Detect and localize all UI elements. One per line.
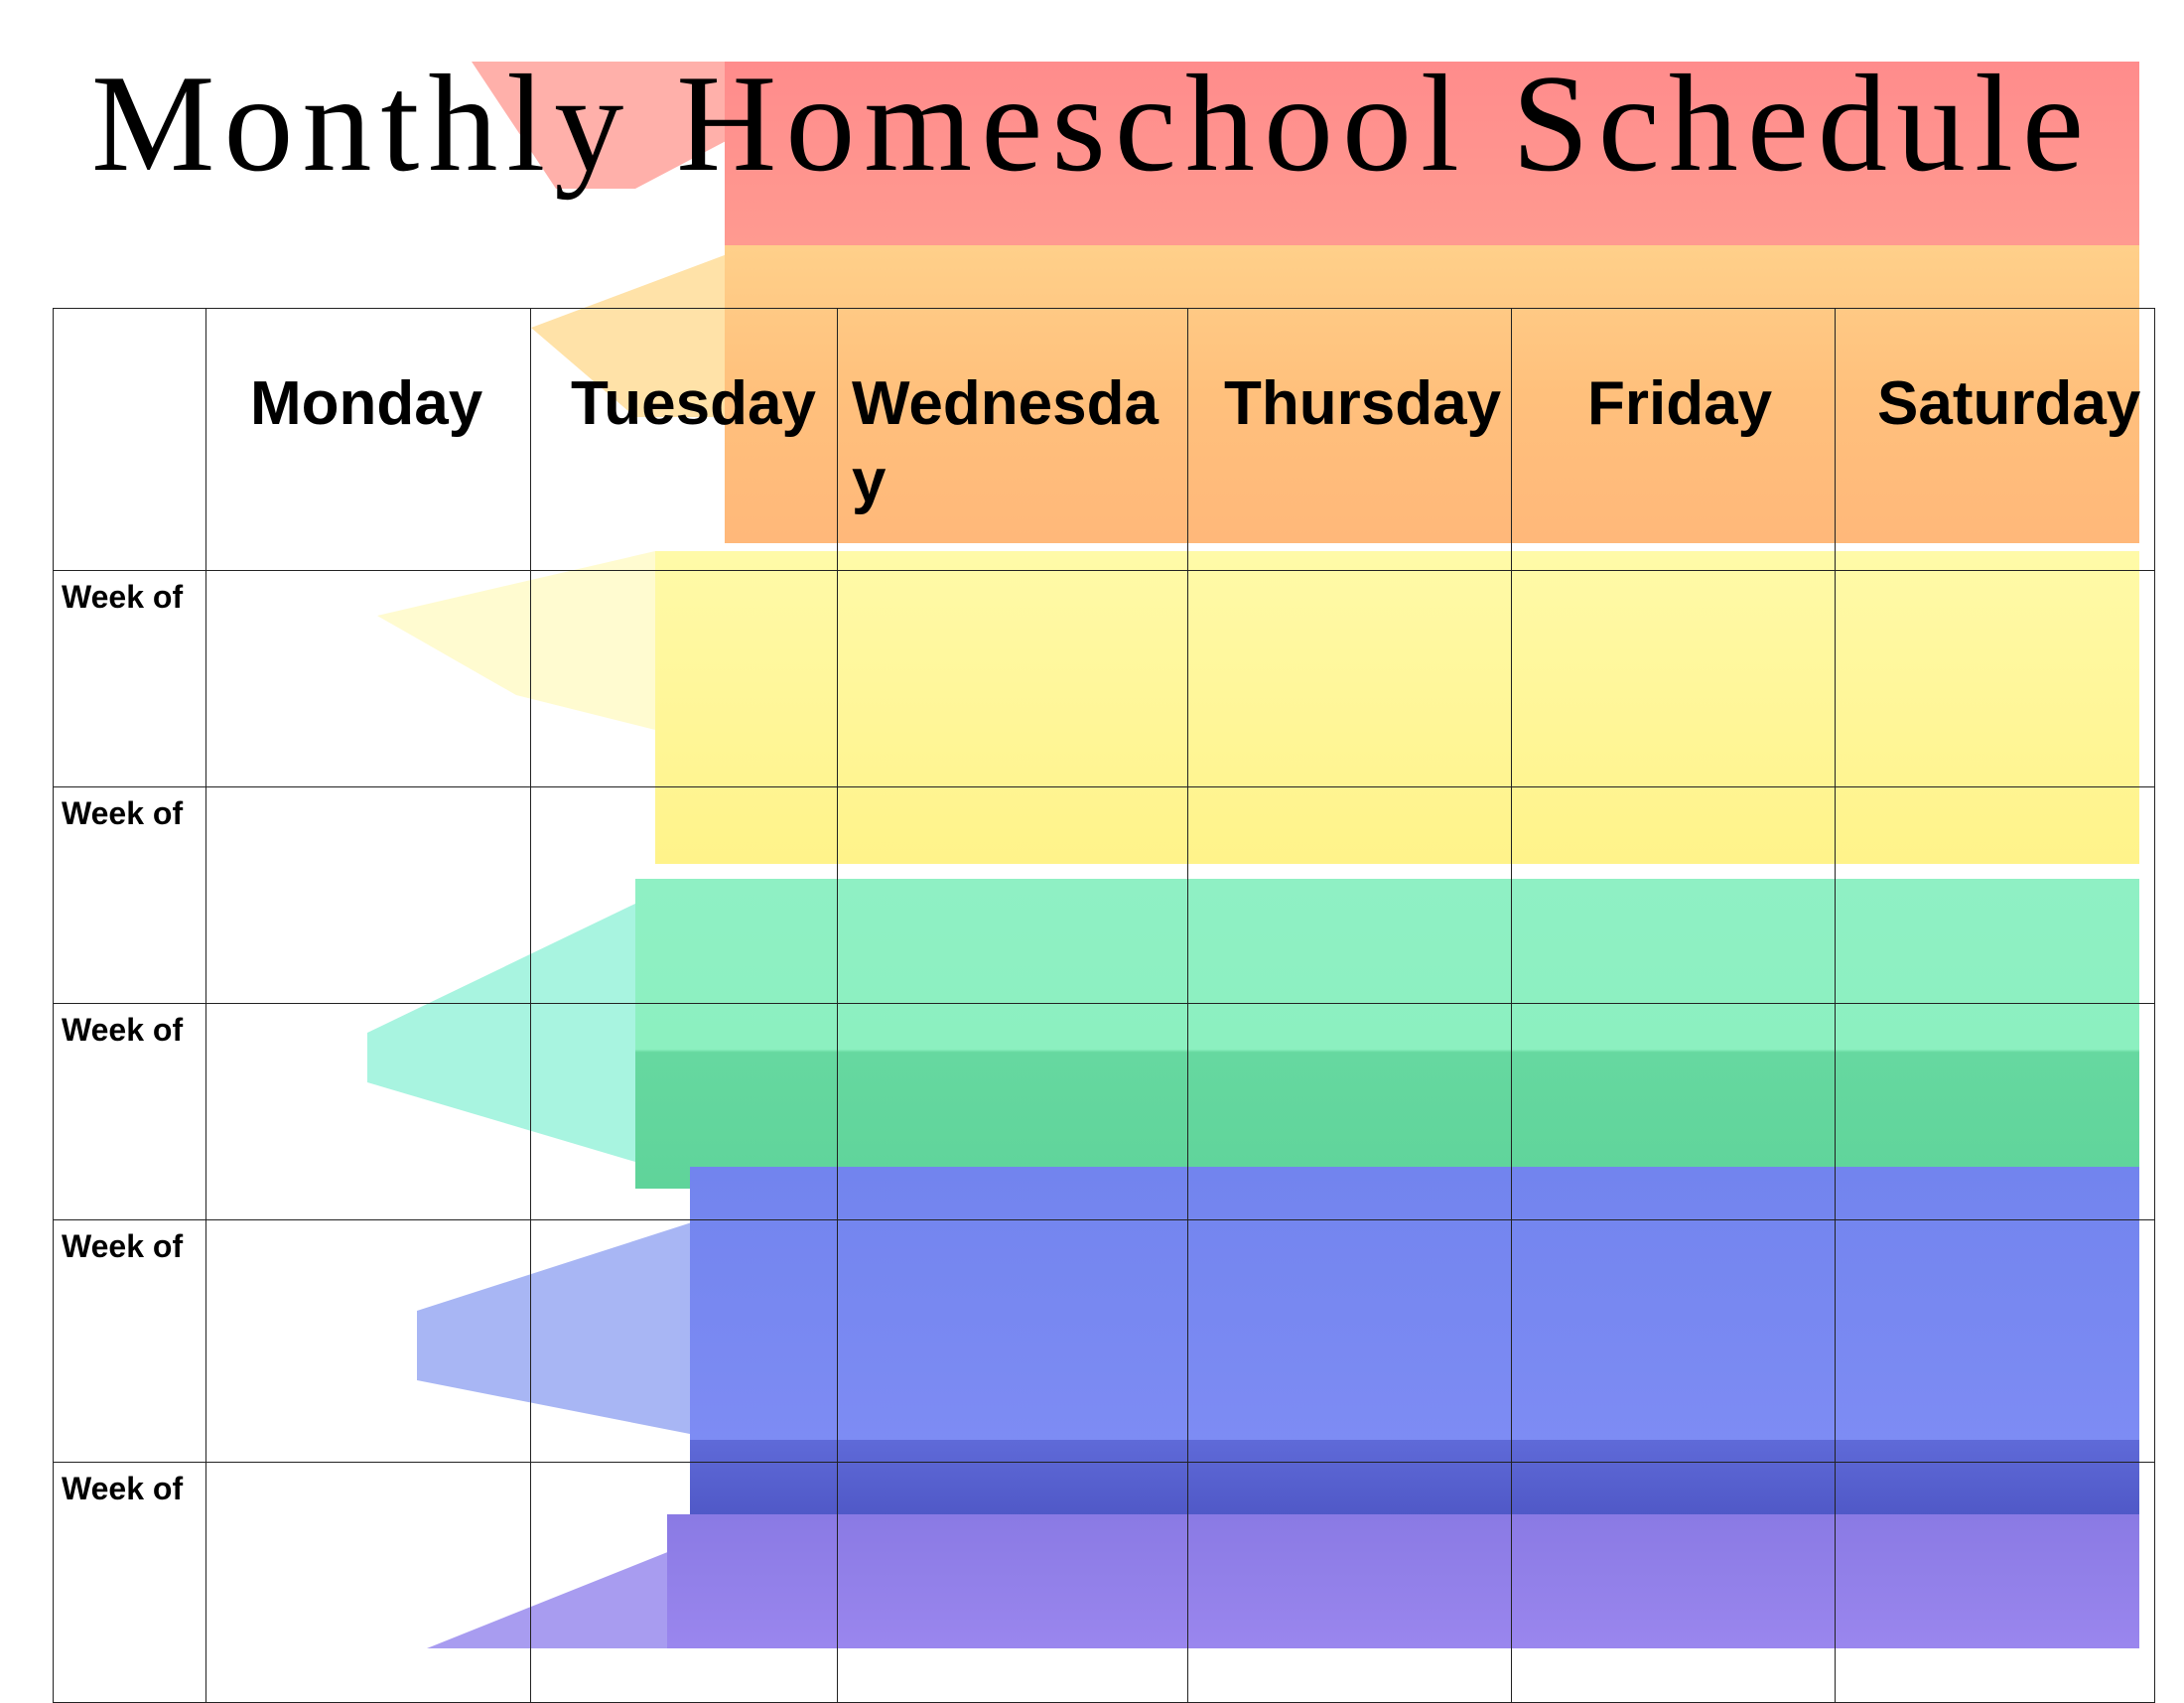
schedule-cell[interactable] (1836, 1463, 2155, 1703)
week-label: Week of (54, 787, 206, 1004)
schedule-cell[interactable] (1836, 1220, 2155, 1463)
schedule-cell[interactable] (1512, 787, 1836, 1004)
header-row (54, 309, 2155, 571)
week-row (54, 1463, 2155, 1703)
schedule-cell[interactable] (531, 787, 838, 1004)
week-label: Week of (54, 571, 206, 787)
schedule-cell[interactable] (206, 571, 531, 787)
schedule-cell[interactable] (1188, 1463, 1512, 1703)
schedule-cell[interactable] (1512, 1463, 1836, 1703)
schedule-cell[interactable] (531, 1463, 838, 1703)
day-header-wednesday: Wednesday (838, 309, 1188, 571)
schedule-cell[interactable] (1512, 1004, 1836, 1220)
day-header-monday: Monday (206, 309, 531, 571)
schedule-cell[interactable] (1188, 571, 1512, 787)
schedule-cell[interactable] (206, 787, 531, 1004)
schedule-cell[interactable] (1188, 787, 1512, 1004)
schedule-cell[interactable] (1512, 571, 1836, 787)
schedule-cell[interactable] (531, 1220, 838, 1463)
day-header-friday: Friday (1512, 309, 1836, 571)
schedule-cell[interactable] (838, 787, 1188, 1004)
week-label: Week of (54, 1004, 206, 1220)
schedule-cell[interactable] (1188, 1004, 1512, 1220)
schedule-cell[interactable] (1836, 787, 2155, 1004)
week-label: Week of (54, 1220, 206, 1463)
week-label: Week of (54, 1463, 206, 1703)
schedule-cell[interactable] (838, 571, 1188, 787)
schedule-cell[interactable] (838, 1463, 1188, 1703)
schedule-cell[interactable] (838, 1004, 1188, 1220)
schedule-cell[interactable] (838, 1220, 1188, 1463)
week-row (54, 1220, 2155, 1463)
schedule-cell[interactable] (206, 1463, 531, 1703)
schedule-cell[interactable] (531, 571, 838, 787)
day-header-tuesday: Tuesday (531, 309, 838, 571)
schedule-cell[interactable] (1836, 1004, 2155, 1220)
schedule-cell[interactable] (206, 1220, 531, 1463)
day-header-thursday: Thursday (1188, 309, 1512, 571)
schedule-cell[interactable] (1836, 571, 2155, 787)
schedule-cell[interactable] (531, 1004, 838, 1220)
schedule-cell[interactable] (206, 1004, 531, 1220)
schedule-table (53, 308, 2155, 1703)
schedule-cell[interactable] (1512, 1220, 1836, 1463)
schedule-cell[interactable] (1188, 1220, 1512, 1463)
day-header-saturday: Saturday (1836, 309, 2155, 571)
week-row (54, 787, 2155, 1004)
week-row (54, 1004, 2155, 1220)
corner-cell (54, 309, 206, 571)
page-title: Monthly Homeschool Schedule (90, 47, 2094, 201)
week-row (54, 571, 2155, 787)
